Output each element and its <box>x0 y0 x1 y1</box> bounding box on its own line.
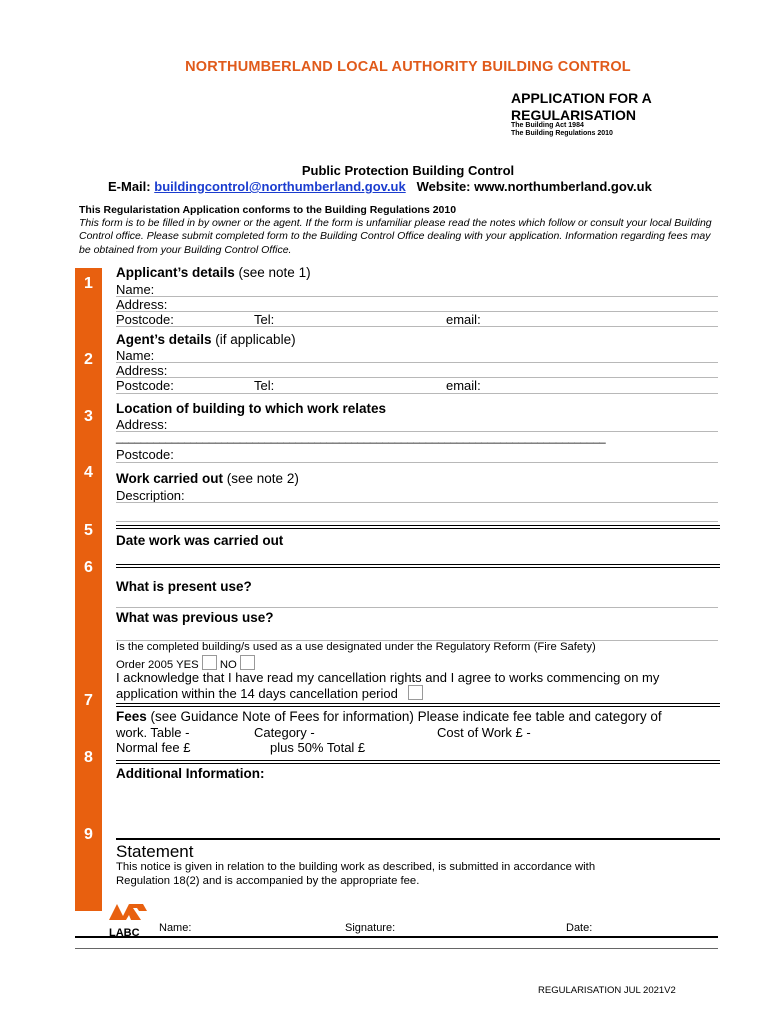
cancellation-ack-line1: I acknowledge that I have read my cancellation rights and I agree to works commencing on my <box>116 670 660 685</box>
signature-label: Signature: <box>345 922 396 934</box>
work-section-title: Work carried out (see note 2) <box>116 471 299 486</box>
org-title: NORTHUMBERLAND LOCAL AUTHORITY BUILDING CONTROL <box>185 59 631 75</box>
section-number: 7 <box>84 692 93 709</box>
agent-name-field[interactable] <box>116 362 718 363</box>
section-number: 9 <box>84 826 93 843</box>
labc-logo: LABC <box>109 899 153 935</box>
applicant-contact-field[interactable] <box>116 326 718 327</box>
section-number: 6 <box>84 559 93 576</box>
present-use-label: What is present use? <box>116 579 252 594</box>
applicant-name-label: Name: <box>116 282 155 297</box>
contact-line: E-Mail: buildingcontrol@northumberland.gov.uk Website: www.northumberland.gov.uk <box>108 179 652 194</box>
no-checkbox[interactable] <box>240 655 255 670</box>
applicant-email-label: email: <box>446 312 481 327</box>
fire-safety-answer: Order 2005 YES NO <box>116 655 255 671</box>
section-number: 3 <box>84 408 93 425</box>
work-description-field-2[interactable] <box>116 521 718 522</box>
agent-tel-label: Tel: <box>254 378 275 393</box>
signature-name-label: Name: <box>159 922 192 934</box>
department-name: Public Protection Building Control <box>301 163 515 178</box>
legislation-list: The Building Act 1984 The Building Regulations 2010 <box>511 122 613 137</box>
agent-email-label: email: <box>446 378 481 393</box>
website-text: www.northumberland.gov.uk <box>474 179 652 194</box>
agent-postcode-label: Postcode: <box>116 378 174 393</box>
applicant-section-title: Applicant’s details (see note 1) <box>116 265 311 280</box>
section-number: 8 <box>84 749 93 766</box>
location-postcode-field[interactable] <box>116 462 718 463</box>
agent-address-field[interactable] <box>116 377 718 378</box>
section-number: 5 <box>84 522 93 539</box>
fee-table-label: work. Table - <box>116 725 190 740</box>
applicant-name-field[interactable] <box>116 296 718 297</box>
section-divider <box>116 703 720 707</box>
work-description-label: Description: <box>116 488 185 503</box>
applicant-postcode-label: Postcode: <box>116 312 174 327</box>
location-postcode-label: Postcode: <box>116 447 174 462</box>
applicant-address-field[interactable] <box>116 311 718 312</box>
agent-address-label: Address: <box>116 363 168 378</box>
email-link[interactable]: buildingcontrol@northumberland.gov.uk <box>154 179 406 194</box>
applicant-tel-label: Tel: <box>254 312 275 327</box>
fire-safety-question: Is the completed building/s used as a use designated under the Regulatory Reform (Fire Safety) <box>116 641 596 653</box>
agent-contact-field[interactable] <box>116 393 718 394</box>
location-section-title: Location of building to which work relates <box>116 401 387 416</box>
location-address-underline: _______________________________________________________________________________ <box>116 432 606 444</box>
fees-title: Fees (see Guidance Note of Fees for information) Please indicate fee table and category of <box>116 709 662 724</box>
date-section-title: Date work was carried out <box>116 533 284 548</box>
statement-title: Statement <box>116 842 194 861</box>
statement-line1: This notice is given in relation to the building work as described, is submitted in accordance with <box>116 861 596 873</box>
cost-of-work-label: Cost of Work £ - <box>437 725 531 740</box>
normal-fee-label: Normal fee £ <box>116 740 191 755</box>
section-number: 2 <box>84 351 93 368</box>
location-address-label: Address: <box>116 417 168 432</box>
section-divider <box>116 564 720 568</box>
bottom-divider <box>75 948 718 949</box>
form-title: APPLICATION FOR A REGULARISATION <box>511 90 652 123</box>
yes-checkbox[interactable] <box>202 655 217 670</box>
section-divider <box>116 525 720 529</box>
conformity-statement: This Regularistation Application conforms to the Building Regulations 2010 <box>79 204 457 216</box>
section-number: 4 <box>84 464 93 481</box>
previous-use-label: What was previous use? <box>116 610 274 625</box>
statement-line2: Regulation 18(2) and is accompanied by the appropriate fee. <box>116 875 420 887</box>
agent-name-label: Name: <box>116 348 155 363</box>
agent-section-title: Agent’s details (if applicable) <box>116 332 296 347</box>
date-label: Date: <box>566 922 593 934</box>
signature-line[interactable] <box>75 936 718 938</box>
additional-info-title: Additional Information: <box>116 766 265 781</box>
total-fee-label: plus 50% Total £ <box>270 740 366 755</box>
fee-category-label: Category - <box>254 725 315 740</box>
cancellation-ack-line2: application within the 14 days cancellation period <box>116 685 423 701</box>
section-divider <box>116 838 720 840</box>
form-reference: REGULARISATION JUL 2021V2 <box>538 985 676 996</box>
cancellation-checkbox[interactable] <box>408 685 423 700</box>
applicant-address-label: Address: <box>116 297 168 312</box>
work-description-field[interactable] <box>116 502 718 503</box>
section-divider <box>116 760 720 764</box>
section-number: 1 <box>84 275 93 292</box>
present-use-field[interactable] <box>116 607 718 608</box>
intro-notes: This form is to be filled in by owner or the agent. If the form is unfamiliar please read the notes which follow or consult your local Building Control office. Please submit completed form to the Building Control Office dealing with your application. Information regarding fees may be obtained from your Building Control Office. <box>79 217 712 256</box>
labc-logo-icon <box>109 899 153 921</box>
